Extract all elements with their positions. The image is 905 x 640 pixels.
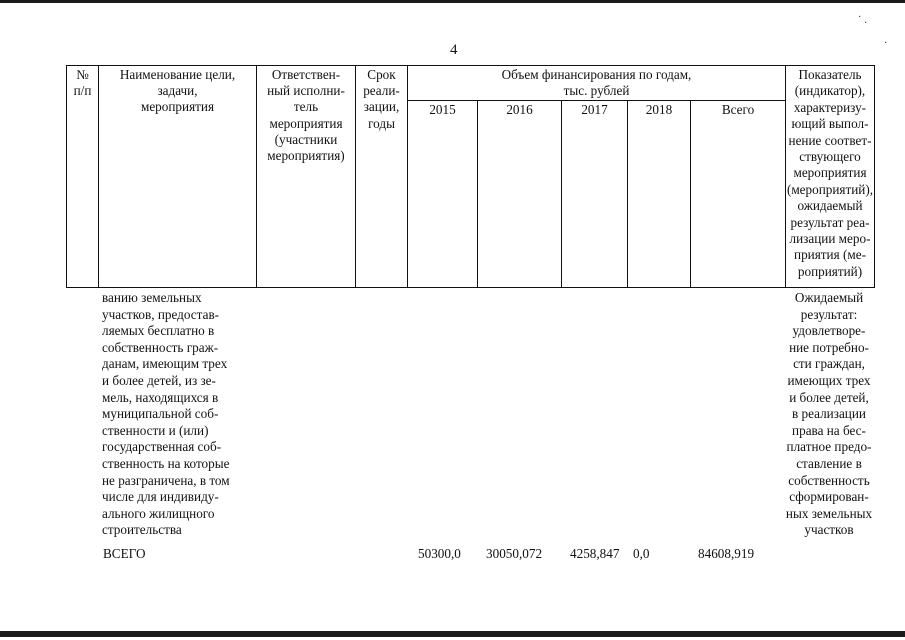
column-border [561,100,562,288]
header-financing: Объем финансирования по годам, тыс. рублей [501,67,692,99]
scan-top-edge [0,0,905,3]
financing-subheader-line [407,100,785,101]
scan-bottom-edge [0,631,905,637]
total-2015: 50300,0 [418,546,461,561]
header-year-2017: 2017 [581,102,608,117]
column-border [874,65,875,288]
header-year-2016: 2016 [506,102,533,117]
row-name-text: ванию земельных участков, предостав- ляемых бесплатно в собственность граж- данам, имеющим трех и более детей, из зе- мель, находящихся в муниципальной соб- ственности и (или) государственная соб- ственность на которые не разграничена, в том числе для индивиду- ального жилищного строительства [102,290,230,538]
column-border [477,100,478,288]
total-2016: 30050,072 [486,546,543,561]
total-label: ВСЕГО [103,546,146,561]
scan-speck: · [864,18,868,29]
header-responsible: Ответствен- ный исполни- тель мероприятия (участники мероприятия) [267,67,345,164]
scan-speck: · [858,12,862,23]
header-number: № п/п [73,67,92,99]
header-name: Наименование цели, задачи, мероприятия [119,67,236,115]
scan-speck: · [884,38,888,49]
row-indicator-text: Ожидаемый результат: удовлетворе- ние потребно- сти граждан, имеющих трех и более детей, в реализации права на бес- платное предо- ставление в собственность сформирован- ных земельных участков [785,290,873,538]
header-bottom-border [66,287,875,288]
header-term: Срок реали- зации, годы [363,67,400,131]
total-all: 84608,919 [698,546,755,561]
header-total: Всего [721,102,755,117]
total-2018: 0,0 [633,546,650,561]
column-border [690,100,691,288]
table-top-border [66,65,875,66]
total-2017: 4258,847 [570,546,620,561]
page-number: 4 [450,42,458,58]
header-indicator: Показатель (индикатор), характеризу- ющий выпол- нение соответ- ствующего мероприятия (мероприятий), ожидаемый результат реа- лизации меро- приятия (ме- роприятий) [786,67,874,279]
column-border [627,100,628,288]
header-year-2018: 2018 [645,102,673,117]
header-year-2015: 2015 [429,102,456,117]
